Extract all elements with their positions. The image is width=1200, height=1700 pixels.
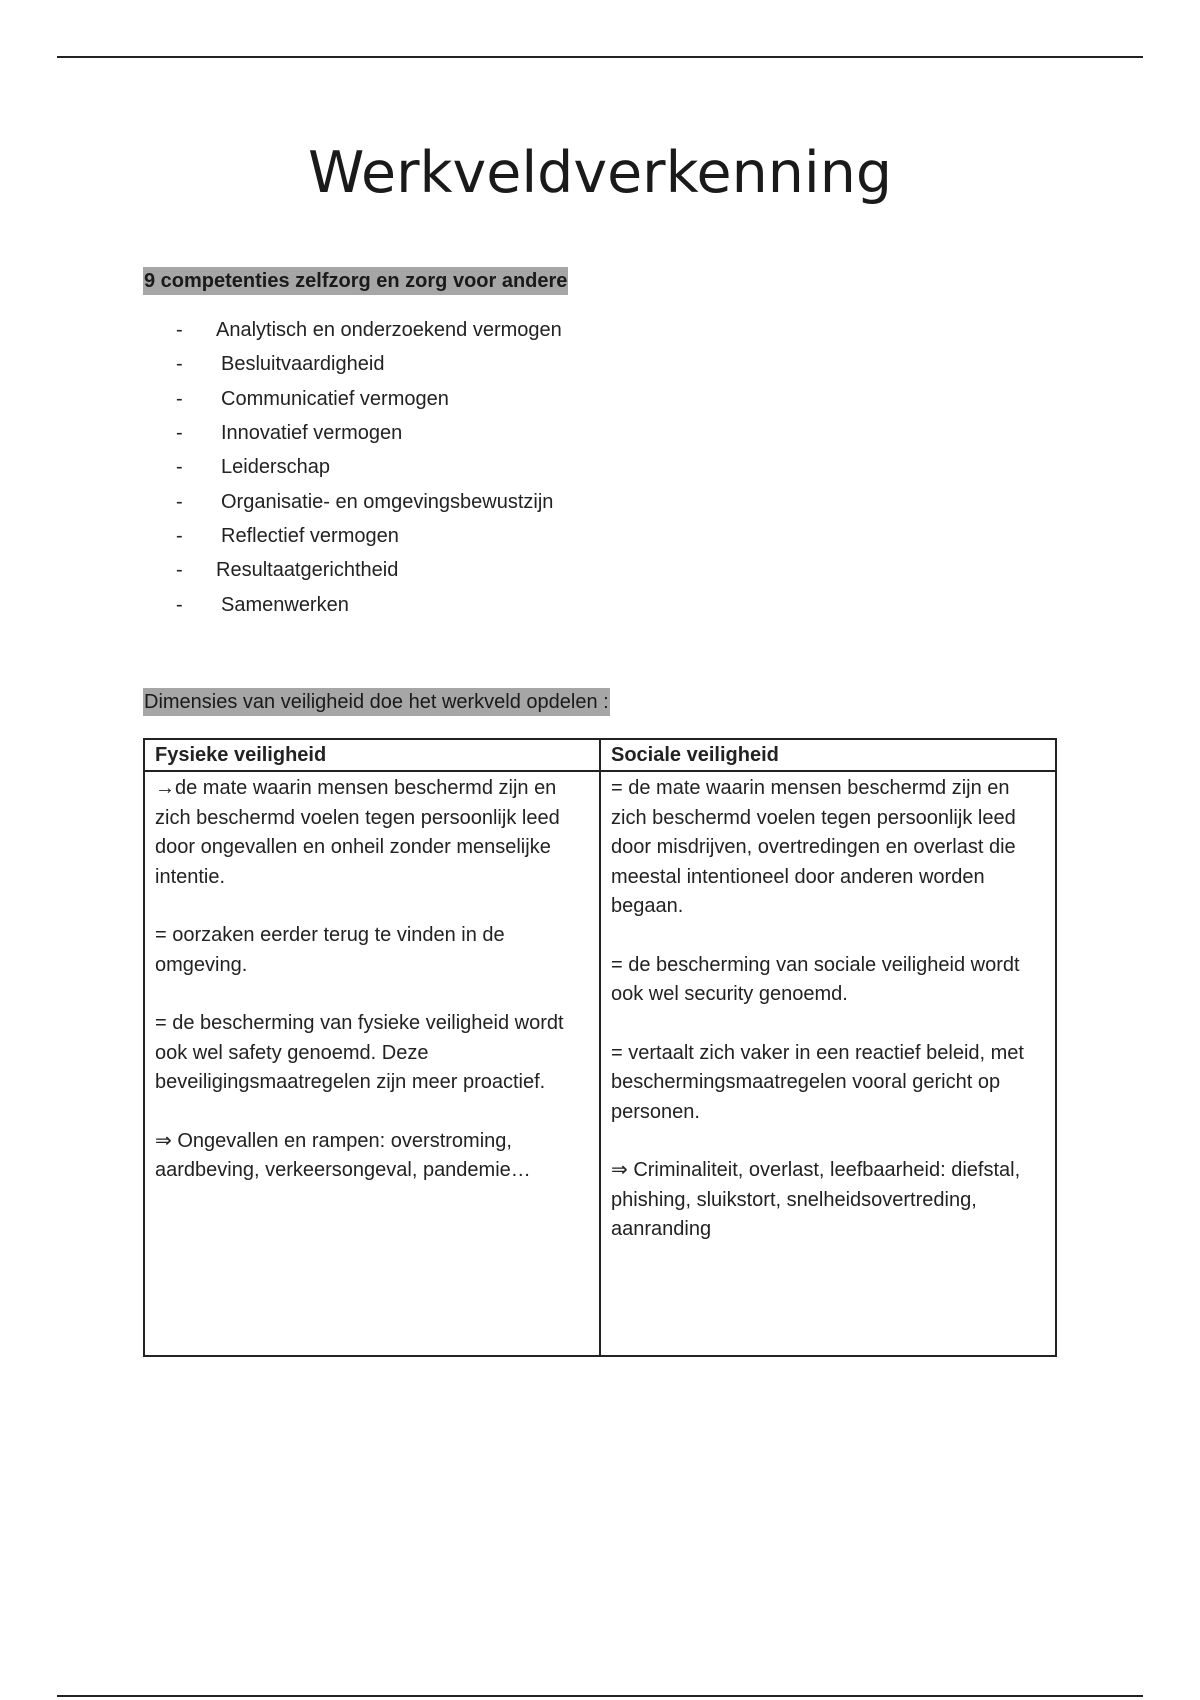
list-item-label: Analytisch en onderzoekend vermogen xyxy=(216,319,562,342)
dimensions-heading: Dimensies van veiligheid doe het werkveld opdelen : xyxy=(143,688,610,716)
cell-paragraph: ⇒ Criminaliteit, overlast, leefbaarheid: diefstal, phishing, sluikstort, snelheidsovertreding, aanranding xyxy=(611,1159,1021,1240)
column-header-social: Sociale veiligheid xyxy=(600,739,1056,771)
list-item xyxy=(176,347,562,381)
bullet-dash: - xyxy=(176,490,183,513)
list-item xyxy=(176,484,562,518)
list-item-label: Besluitvaardigheid xyxy=(221,353,385,376)
footer-rule xyxy=(57,1695,1143,1697)
page-title: Werkveldverkenning xyxy=(307,140,893,206)
list-item-label: Reflectief vermogen xyxy=(221,524,399,547)
list-item xyxy=(176,519,562,553)
header-rule xyxy=(57,56,1143,58)
bullet-dash: - xyxy=(176,524,183,547)
cell-paragraph: = oorzaken eerder terug te vinden in de omgeving. xyxy=(155,924,505,976)
list-item-label: Organisatie- en omgevingsbewustzijn xyxy=(221,490,554,513)
list-item xyxy=(176,416,562,450)
bullet-dash: - xyxy=(176,353,183,376)
safety-dimensions-table xyxy=(143,738,1057,1357)
list-item xyxy=(176,553,562,587)
list-item xyxy=(176,587,562,621)
list-item xyxy=(176,313,562,347)
bullet-dash: - xyxy=(176,422,183,445)
bullet-dash: - xyxy=(176,593,183,616)
social-safety-cell xyxy=(600,771,1056,1356)
bullet-dash: - xyxy=(176,319,183,342)
list-item-label: Communicatief vermogen xyxy=(221,387,449,410)
list-item-label: Innovatief vermogen xyxy=(221,422,403,445)
cell-paragraph: = de bescherming van sociale veiligheid wordt ook wel security genoemd. xyxy=(611,953,1020,1005)
list-item-label: Leiderschap xyxy=(221,456,330,479)
cell-paragraph: ⇒ Ongevallen en rampen: overstroming, aardbeving, verkeersongeval, pandemie… xyxy=(155,1129,531,1181)
cell-paragraph: = vertaalt zich vaker in een reactief beleid, met beschermingsmaatregelen vooral gericht op personen. xyxy=(611,1041,1024,1123)
column-header-physical: Fysieke veiligheid xyxy=(144,739,600,771)
competencies-list xyxy=(176,313,562,622)
list-item-label: Resultaatgerichtheid xyxy=(216,559,399,582)
bullet-dash: - xyxy=(176,559,183,582)
physical-safety-cell xyxy=(144,771,600,1356)
table-header-row xyxy=(144,739,1056,771)
bullet-dash: - xyxy=(176,387,183,410)
competencies-heading: 9 competenties zelfzorg en zorg voor andere xyxy=(143,267,568,295)
cell-paragraph: →de mate waarin mensen beschermd zijn en zich beschermd voelen tegen persoonlijk leed door ongevallen en onheil zonder menselijke intentie. xyxy=(155,777,560,888)
list-item xyxy=(176,450,562,484)
list-item xyxy=(176,382,562,416)
cell-paragraph: = de bescherming van fysieke veiligheid wordt ook wel safety genoemd. Deze beveiligingsmaatregelen zijn meer proactief. xyxy=(155,1012,564,1093)
cell-paragraph: = de mate waarin mensen beschermd zijn en zich beschermd voelen tegen persoonlijk leed door misdrijven, overtredingen en overlast die meestal intentioneel door anderen worden begaan. xyxy=(611,777,1016,917)
list-item-label: Samenwerken xyxy=(221,593,349,616)
bullet-dash: - xyxy=(176,456,183,479)
table-row xyxy=(144,771,1056,1356)
